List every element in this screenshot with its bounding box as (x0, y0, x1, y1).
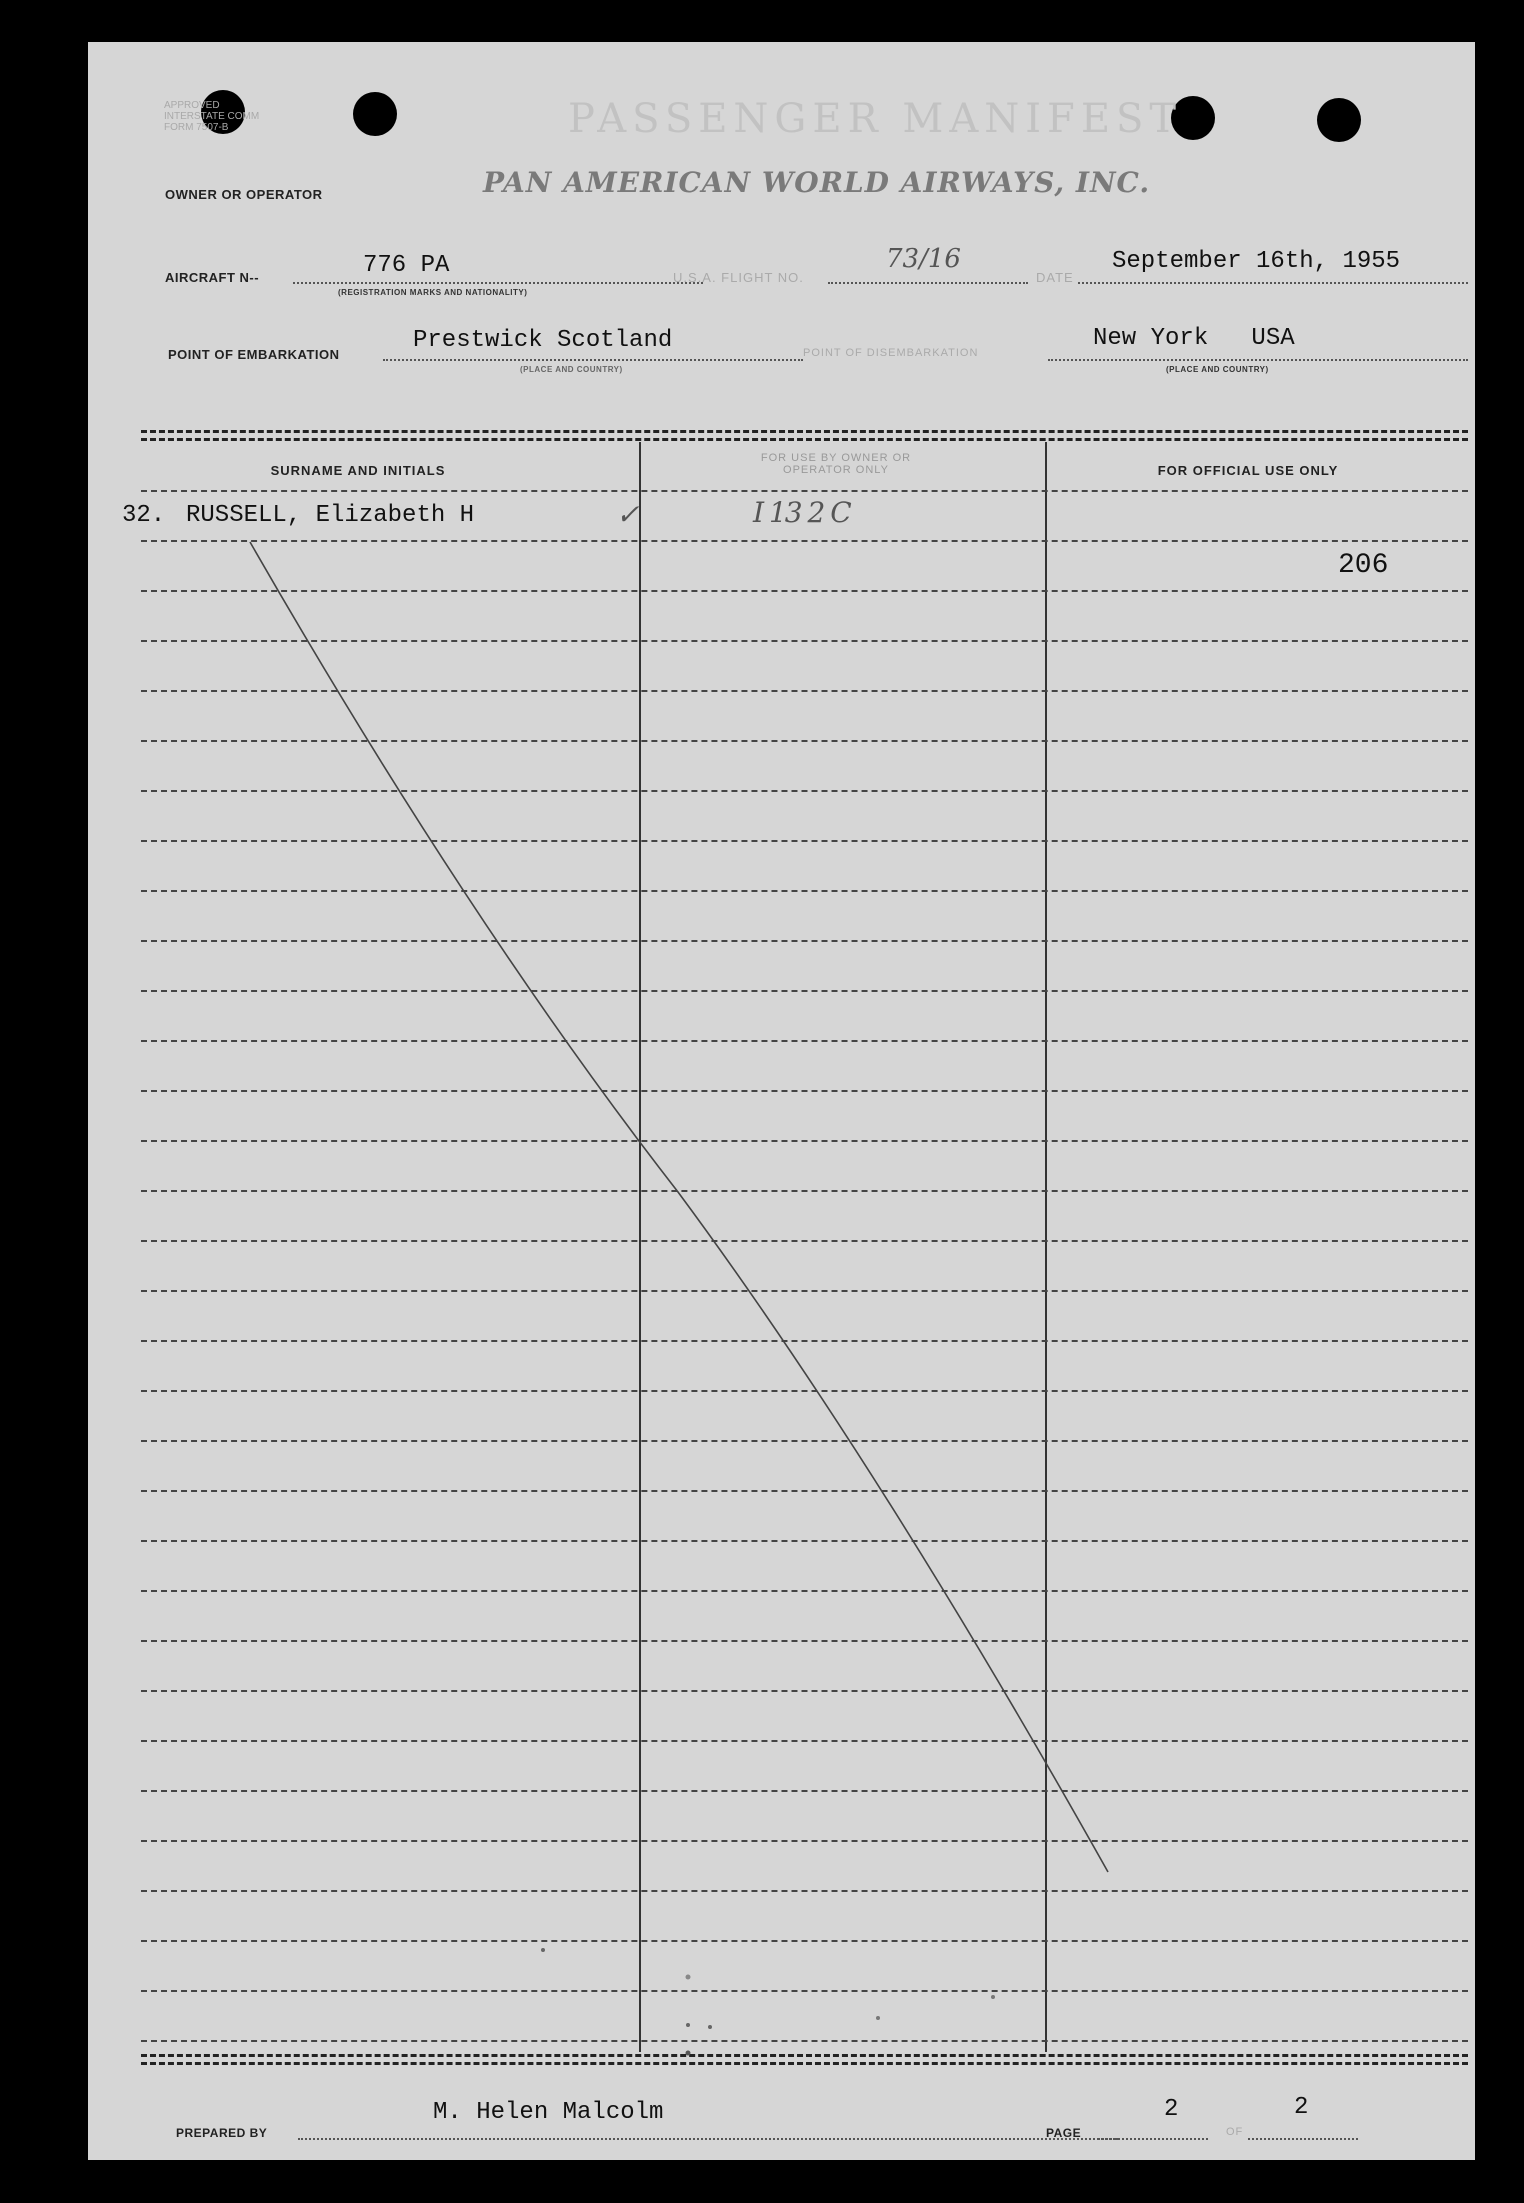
stamp-line: INTERSTATE COMM (164, 111, 260, 122)
official-number: 206 (1338, 550, 1389, 581)
owner-code: I 13 2 C (753, 496, 850, 529)
stamp-line: FORM 7507-B (164, 122, 229, 133)
page-total: 2 (1294, 2094, 1309, 2121)
embarkation-value: Prestwick Scotland (413, 327, 673, 354)
embarkation-sublabel: (PLACE AND COUNTRY) (520, 365, 623, 374)
date-label: DATE (1036, 270, 1074, 285)
embarkation-label: POINT OF EMBARKATION (168, 347, 340, 362)
date-value: September 16th, 1955 (1112, 248, 1401, 275)
owner-column-header: FOR USE BY OWNER OR OPERATOR ONLY (760, 452, 912, 476)
owner-label: OWNER OR OPERATOR (165, 187, 323, 202)
faded-title: PASSENGER MANIFEST (568, 96, 1183, 142)
disembarkation-label: POINT OF DISEMBARKATION (803, 347, 979, 359)
prepared-by-value: M. Helen Malcolm (433, 2099, 664, 2126)
flight-label: U.S.A. FLIGHT NO. (673, 270, 804, 285)
official-column-header: FOR OFFICIAL USE ONLY (1157, 463, 1339, 478)
owner-logo-text: PAN AMERICAN WORLD AIRWAYS, INC. (483, 166, 1151, 199)
prepared-by-label: PREPARED BY (176, 2126, 268, 2140)
diagonal-strike-line (88, 42, 1475, 2160)
manifest-page (88, 42, 1475, 2160)
passenger-name: RUSSELL, Elizabeth H (186, 502, 475, 529)
stamp-line: APPROVED (164, 100, 220, 111)
flight-value: 73/16 (886, 244, 961, 274)
aircraft-label: AIRCRAFT N-- (165, 270, 260, 285)
aircraft-value: 776 PA (363, 252, 450, 279)
check-mark: ✓ (616, 498, 640, 531)
page-number: 2 (1164, 2096, 1179, 2123)
aircraft-sublabel: (REGISTRATION MARKS AND NATIONALITY) (338, 288, 528, 297)
disembarkation-value: New York USA (1093, 325, 1295, 352)
disembarkation-sublabel: (PLACE AND COUNTRY) (1166, 365, 1269, 374)
entry-number: 32. (122, 502, 166, 529)
surname-column-header: SURNAME AND INITIALS (270, 463, 446, 478)
page-label: PAGE (1046, 2126, 1082, 2140)
of-label: OF (1226, 2126, 1244, 2138)
